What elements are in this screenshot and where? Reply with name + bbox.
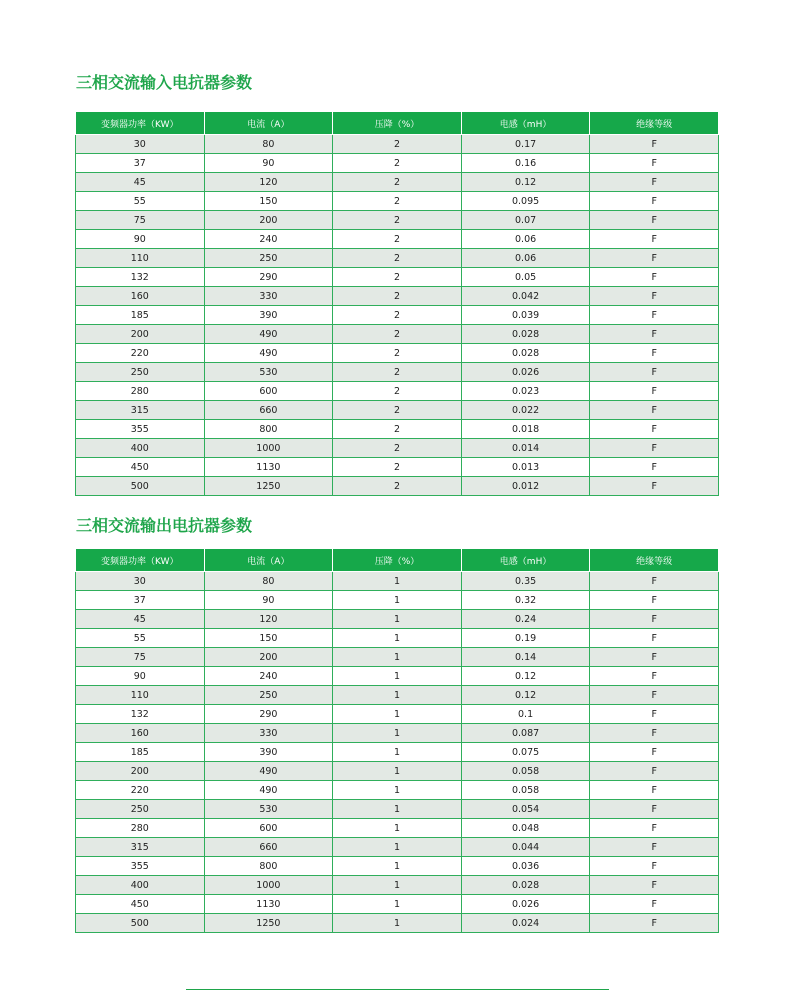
insulation-class-cell: F [590,363,719,382]
power-cell: 132 [76,705,205,724]
voltage-drop-cell: 1 [333,876,462,895]
voltage-drop-cell: 2 [333,306,462,325]
voltage-drop-cell: 2 [333,192,462,211]
current-cell: 490 [204,762,333,781]
inductance-cell: 0.028 [461,876,590,895]
power-cell: 90 [76,230,205,249]
insulation-class-cell: F [590,458,719,477]
inductance-cell: 0.05 [461,268,590,287]
table-row [76,401,719,420]
current-cell: 800 [204,857,333,876]
current-cell: 600 [204,382,333,401]
power-cell: 355 [76,857,205,876]
power-cell: 200 [76,762,205,781]
column-header-voltage-drop: 压降（%） [333,549,462,572]
table-row [76,572,719,591]
power-cell: 450 [76,895,205,914]
table-row [76,686,719,705]
inductance-cell: 0.014 [461,439,590,458]
power-cell: 55 [76,192,205,211]
insulation-class-cell: F [590,800,719,819]
power-cell: 400 [76,439,205,458]
inductance-cell: 0.026 [461,895,590,914]
voltage-drop-cell: 2 [333,249,462,268]
power-cell: 185 [76,306,205,325]
inductance-cell: 0.039 [461,306,590,325]
power-cell: 315 [76,401,205,420]
column-header-inductance: 电感（mH） [461,112,590,135]
voltage-drop-cell: 1 [333,819,462,838]
insulation-class-cell: F [590,838,719,857]
current-cell: 800 [204,420,333,439]
output-reactor-table [75,548,719,933]
inductance-cell: 0.054 [461,800,590,819]
header-row [76,549,719,572]
insulation-class-cell: F [590,648,719,667]
voltage-drop-cell: 1 [333,667,462,686]
insulation-class-cell: F [590,857,719,876]
power-cell: 132 [76,268,205,287]
table-row [76,591,719,610]
inductance-cell: 0.075 [461,743,590,762]
current-cell: 90 [204,591,333,610]
inductance-cell: 0.023 [461,382,590,401]
voltage-drop-cell: 2 [333,154,462,173]
power-cell: 200 [76,325,205,344]
voltage-drop-cell: 2 [333,439,462,458]
voltage-drop-cell: 1 [333,610,462,629]
voltage-drop-cell: 1 [333,914,462,933]
insulation-class-cell: F [590,724,719,743]
current-cell: 1250 [204,914,333,933]
voltage-drop-cell: 2 [333,420,462,439]
column-header-voltage-drop: 压降（%） [333,112,462,135]
voltage-drop-cell: 1 [333,648,462,667]
table-row [76,724,719,743]
current-cell: 600 [204,819,333,838]
voltage-drop-cell: 2 [333,287,462,306]
inductance-cell: 0.16 [461,154,590,173]
current-cell: 330 [204,724,333,743]
inductance-cell: 0.17 [461,135,590,154]
current-cell: 250 [204,249,333,268]
current-cell: 1130 [204,458,333,477]
output-reactor-title: 三相交流输出电抗器参数 [76,516,253,535]
table-row [76,325,719,344]
power-cell: 110 [76,249,205,268]
insulation-class-cell: F [590,629,719,648]
voltage-drop-cell: 1 [333,629,462,648]
inductance-cell: 0.058 [461,762,590,781]
current-cell: 200 [204,648,333,667]
column-header-power: 变频器功率（KW） [76,549,205,572]
power-cell: 250 [76,800,205,819]
table-body [76,135,719,496]
power-cell: 250 [76,363,205,382]
power-cell: 45 [76,610,205,629]
table-row [76,705,719,724]
inductance-cell: 0.042 [461,287,590,306]
inductance-cell: 0.07 [461,211,590,230]
voltage-drop-cell: 1 [333,743,462,762]
current-cell: 530 [204,800,333,819]
power-cell: 160 [76,724,205,743]
insulation-class-cell: F [590,572,719,591]
current-cell: 390 [204,306,333,325]
table-row [76,382,719,401]
power-cell: 220 [76,344,205,363]
inductance-cell: 0.024 [461,914,590,933]
table-row [76,743,719,762]
column-header-power: 变频器功率（KW） [76,112,205,135]
table-row [76,344,719,363]
table-row [76,895,719,914]
input-reactor-title: 三相交流输入电抗器参数 [76,73,253,92]
inductance-cell: 0.32 [461,591,590,610]
insulation-class-cell: F [590,705,719,724]
current-cell: 290 [204,705,333,724]
voltage-drop-cell: 1 [333,591,462,610]
current-cell: 120 [204,610,333,629]
voltage-drop-cell: 1 [333,800,462,819]
insulation-class-cell: F [590,344,719,363]
insulation-class-cell: F [590,895,719,914]
insulation-class-cell: F [590,287,719,306]
voltage-drop-cell: 1 [333,857,462,876]
input-reactor-table [75,111,719,496]
inductance-cell: 0.095 [461,192,590,211]
current-cell: 150 [204,629,333,648]
insulation-class-cell: F [590,876,719,895]
inductance-cell: 0.036 [461,857,590,876]
voltage-drop-cell: 2 [333,477,462,496]
table-row [76,762,719,781]
voltage-drop-cell: 2 [333,135,462,154]
insulation-class-cell: F [590,762,719,781]
inductance-cell: 0.087 [461,724,590,743]
power-cell: 55 [76,629,205,648]
table-row [76,154,719,173]
power-cell: 280 [76,382,205,401]
power-cell: 90 [76,667,205,686]
voltage-drop-cell: 2 [333,173,462,192]
power-cell: 30 [76,572,205,591]
inductance-cell: 0.19 [461,629,590,648]
insulation-class-cell: F [590,686,719,705]
current-cell: 200 [204,211,333,230]
column-header-current: 电流（A） [204,549,333,572]
table-row [76,914,719,933]
insulation-class-cell: F [590,667,719,686]
inductance-cell: 0.026 [461,363,590,382]
current-cell: 1250 [204,477,333,496]
inductance-cell: 0.028 [461,344,590,363]
voltage-drop-cell: 2 [333,344,462,363]
table-row [76,876,719,895]
inductance-cell: 0.1 [461,705,590,724]
table-row [76,268,719,287]
table-row [76,230,719,249]
insulation-class-cell: F [590,154,719,173]
current-cell: 530 [204,363,333,382]
current-cell: 390 [204,743,333,762]
table-header [76,549,719,572]
table-header [76,112,719,135]
current-cell: 80 [204,572,333,591]
current-cell: 250 [204,686,333,705]
insulation-class-cell: F [590,420,719,439]
table-row [76,629,719,648]
header-row [76,112,719,135]
inductance-cell: 0.018 [461,420,590,439]
power-cell: 450 [76,458,205,477]
current-cell: 150 [204,192,333,211]
power-cell: 315 [76,838,205,857]
table-row [76,420,719,439]
table-row [76,667,719,686]
insulation-class-cell: F [590,211,719,230]
table-body [76,572,719,933]
current-cell: 490 [204,344,333,363]
table-row [76,781,719,800]
current-cell: 240 [204,230,333,249]
insulation-class-cell: F [590,382,719,401]
table-row [76,249,719,268]
inductance-cell: 0.028 [461,325,590,344]
power-cell: 500 [76,914,205,933]
power-cell: 75 [76,648,205,667]
current-cell: 1000 [204,439,333,458]
inductance-cell: 0.06 [461,230,590,249]
current-cell: 1000 [204,876,333,895]
voltage-drop-cell: 2 [333,230,462,249]
power-cell: 110 [76,686,205,705]
inductance-cell: 0.06 [461,249,590,268]
current-cell: 290 [204,268,333,287]
power-cell: 355 [76,420,205,439]
power-cell: 37 [76,154,205,173]
insulation-class-cell: F [590,135,719,154]
table-row [76,477,719,496]
table-row [76,819,719,838]
table-row [76,211,719,230]
current-cell: 330 [204,287,333,306]
inductance-cell: 0.12 [461,686,590,705]
power-cell: 280 [76,819,205,838]
inductance-cell: 0.24 [461,610,590,629]
voltage-drop-cell: 2 [333,325,462,344]
voltage-drop-cell: 2 [333,458,462,477]
insulation-class-cell: F [590,477,719,496]
table-row [76,306,719,325]
voltage-drop-cell: 2 [333,268,462,287]
insulation-class-cell: F [590,173,719,192]
inductance-cell: 0.35 [461,572,590,591]
current-cell: 90 [204,154,333,173]
column-header-insulation-class: 绝缘等级 [590,112,719,135]
current-cell: 490 [204,781,333,800]
power-cell: 30 [76,135,205,154]
power-cell: 45 [76,173,205,192]
inductance-cell: 0.058 [461,781,590,800]
insulation-class-cell: F [590,610,719,629]
table-row [76,800,719,819]
current-cell: 240 [204,667,333,686]
inductance-cell: 0.14 [461,648,590,667]
voltage-drop-cell: 1 [333,705,462,724]
voltage-drop-cell: 2 [333,382,462,401]
table-row [76,287,719,306]
table-row [76,857,719,876]
insulation-class-cell: F [590,325,719,344]
inductance-cell: 0.048 [461,819,590,838]
insulation-class-cell: F [590,819,719,838]
insulation-class-cell: F [590,781,719,800]
power-cell: 220 [76,781,205,800]
insulation-class-cell: F [590,230,719,249]
table-row [76,838,719,857]
column-header-insulation-class: 绝缘等级 [590,549,719,572]
insulation-class-cell: F [590,192,719,211]
voltage-drop-cell: 2 [333,363,462,382]
voltage-drop-cell: 1 [333,895,462,914]
table-row [76,648,719,667]
insulation-class-cell: F [590,914,719,933]
voltage-drop-cell: 1 [333,762,462,781]
table-row [76,363,719,382]
inductance-cell: 0.12 [461,667,590,686]
table-row [76,458,719,477]
table-row [76,439,719,458]
table-row [76,173,719,192]
insulation-class-cell: F [590,306,719,325]
voltage-drop-cell: 1 [333,686,462,705]
insulation-class-cell: F [590,439,719,458]
current-cell: 490 [204,325,333,344]
power-cell: 185 [76,743,205,762]
inductance-cell: 0.022 [461,401,590,420]
current-cell: 660 [204,838,333,857]
inductance-cell: 0.012 [461,477,590,496]
current-cell: 120 [204,173,333,192]
voltage-drop-cell: 1 [333,781,462,800]
voltage-drop-cell: 1 [333,572,462,591]
current-cell: 80 [204,135,333,154]
voltage-drop-cell: 1 [333,838,462,857]
table-row [76,135,719,154]
power-cell: 160 [76,287,205,306]
inductance-cell: 0.044 [461,838,590,857]
current-cell: 1130 [204,895,333,914]
insulation-class-cell: F [590,743,719,762]
power-cell: 75 [76,211,205,230]
column-header-current: 电流（A） [204,112,333,135]
inductance-cell: 0.013 [461,458,590,477]
table-row [76,192,719,211]
voltage-drop-cell: 1 [333,724,462,743]
inductance-cell: 0.12 [461,173,590,192]
voltage-drop-cell: 2 [333,211,462,230]
current-cell: 660 [204,401,333,420]
insulation-class-cell: F [590,249,719,268]
footer-divider [186,989,609,990]
column-header-inductance: 电感（mH） [461,549,590,572]
voltage-drop-cell: 2 [333,401,462,420]
power-cell: 400 [76,876,205,895]
insulation-class-cell: F [590,401,719,420]
power-cell: 500 [76,477,205,496]
power-cell: 37 [76,591,205,610]
insulation-class-cell: F [590,268,719,287]
table-row [76,610,719,629]
insulation-class-cell: F [590,591,719,610]
